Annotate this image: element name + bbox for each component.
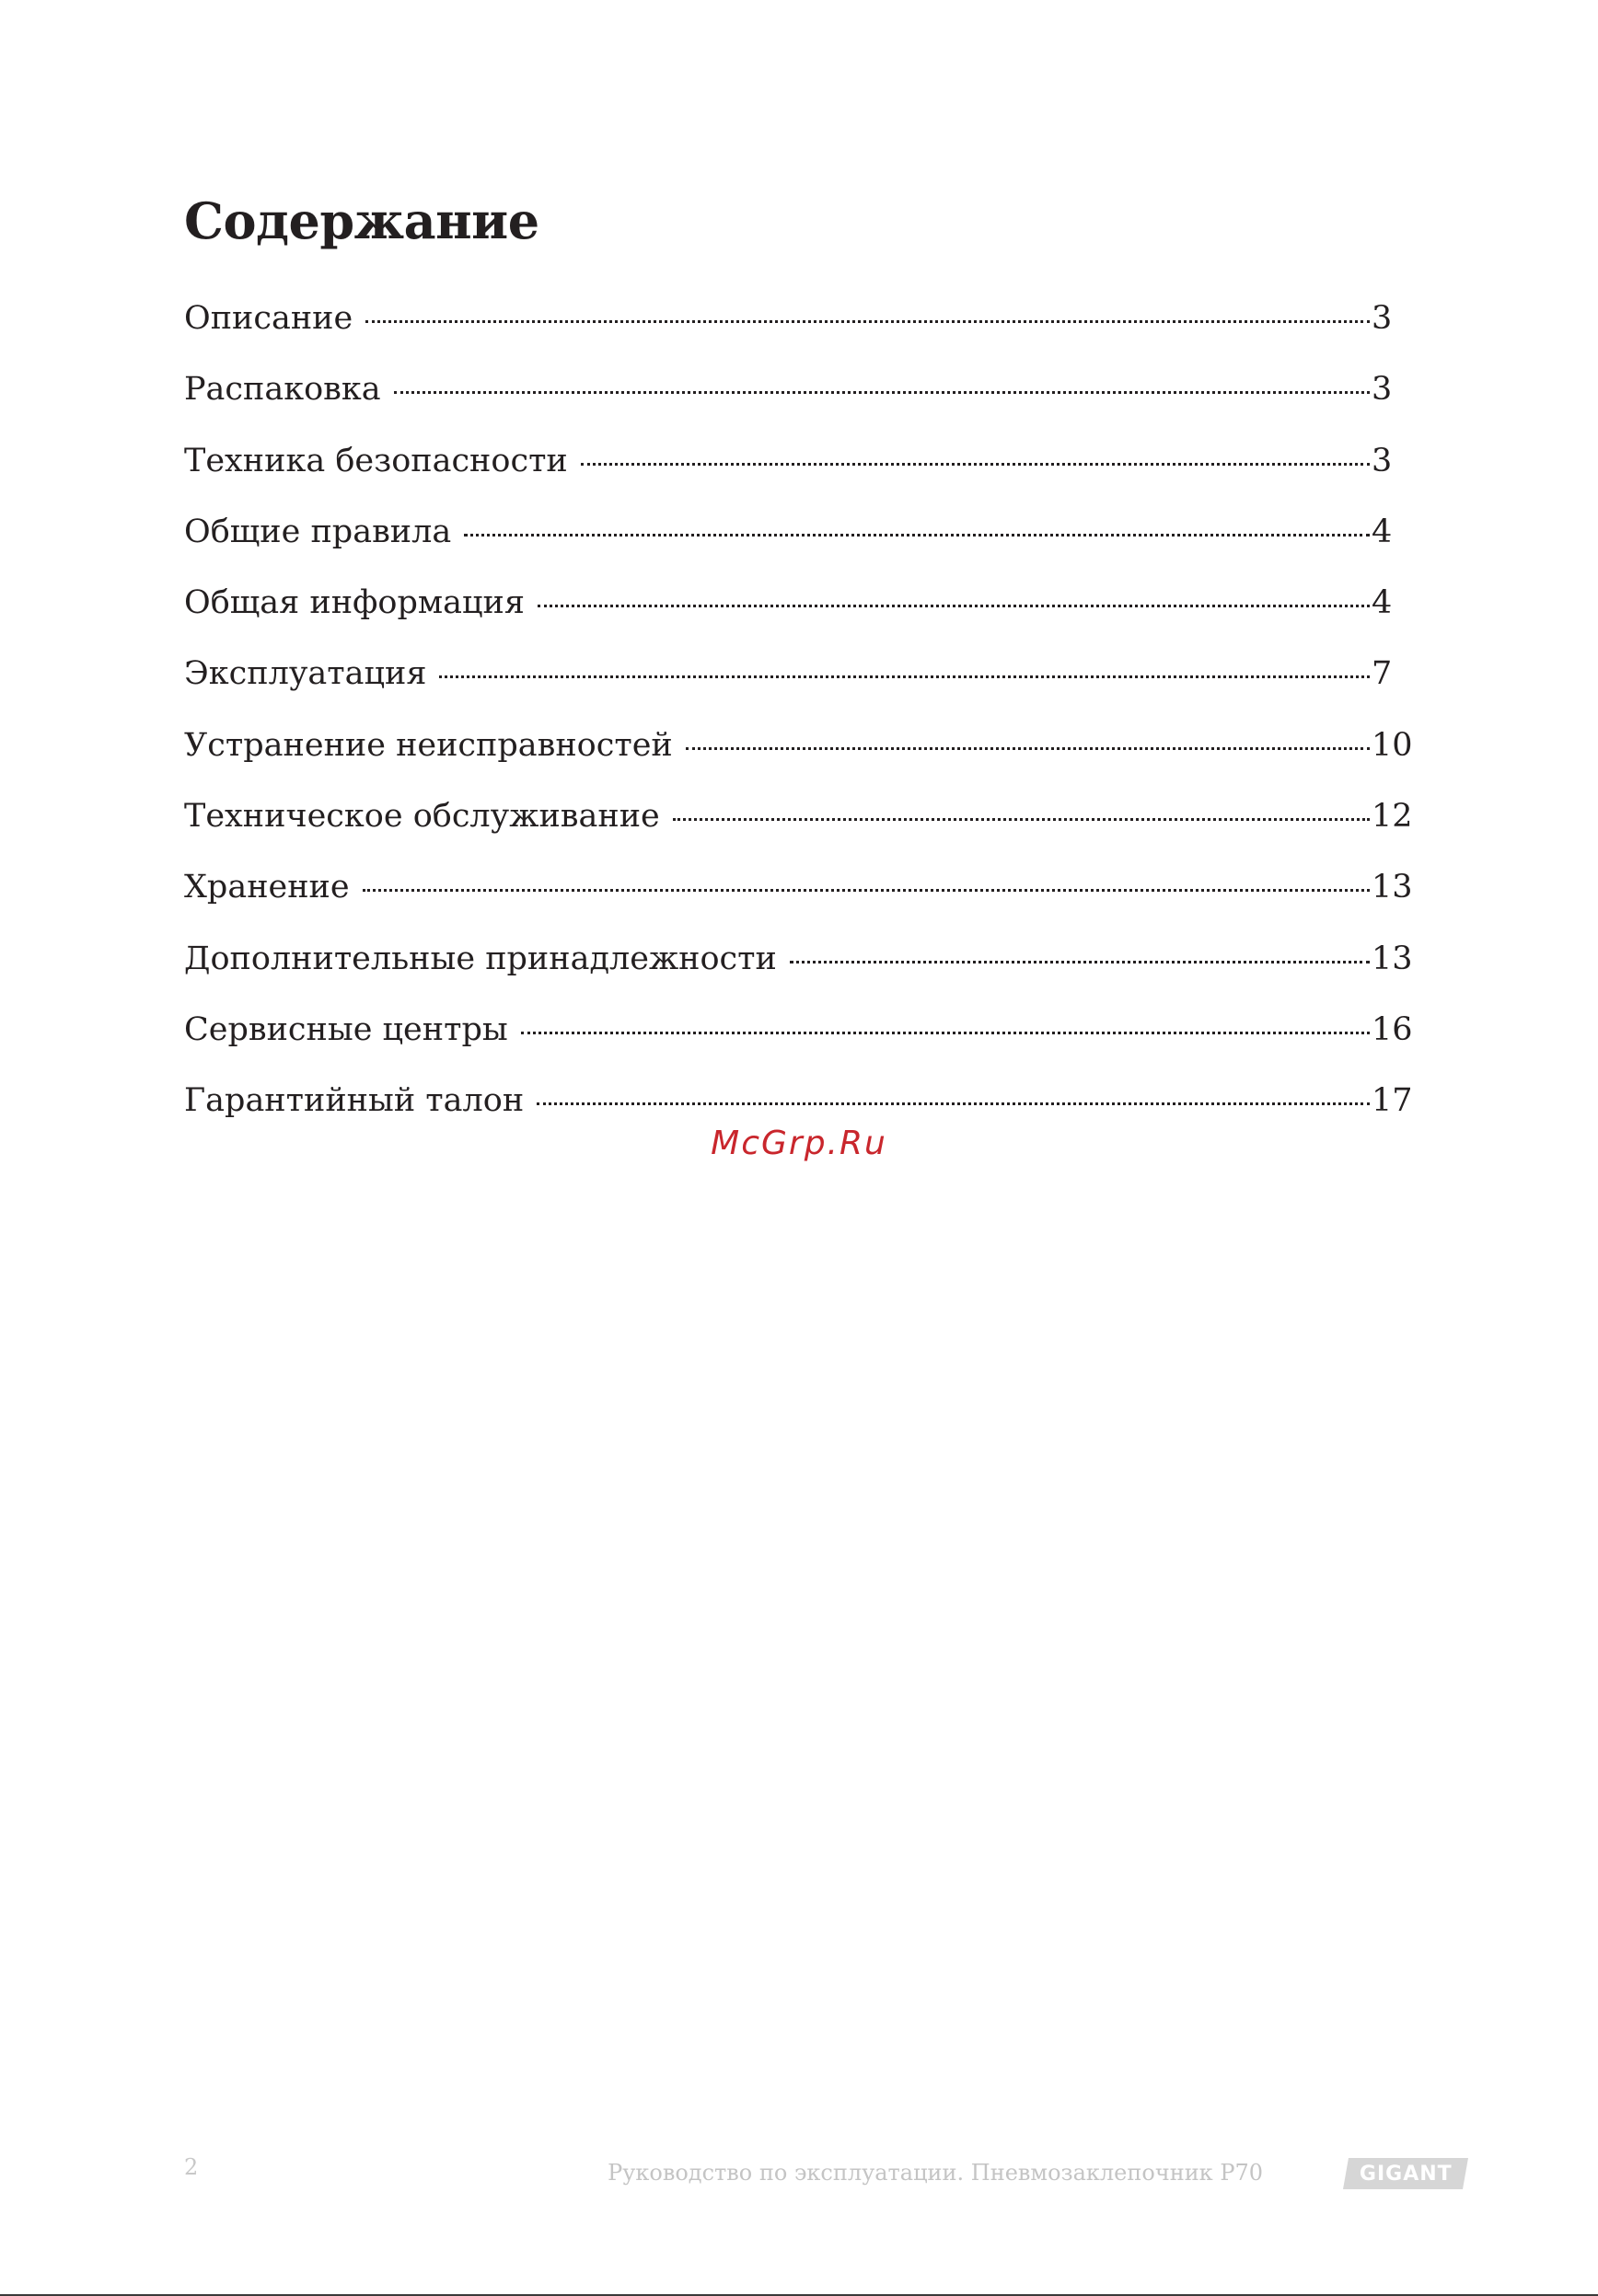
toc-entry-general-rules[interactable]: [184, 511, 1408, 582]
toc-page-number: 3: [1372, 300, 1393, 337]
toc-entry-description[interactable]: [184, 297, 1408, 368]
toc-dot-leader: [464, 534, 1370, 537]
toc-page-number: 3: [1372, 371, 1393, 409]
toc-dot-leader: [363, 889, 1370, 892]
toc-dot-leader: [521, 1032, 1370, 1034]
toc-entry-label: Сервисные центры: [184, 1010, 508, 1048]
toc-entry-label: Общие правила: [184, 513, 452, 550]
toc-entry-label: Распаковка: [184, 371, 381, 409]
toc-page-number: 16: [1372, 1010, 1413, 1048]
toc-entry-label: Описание: [184, 300, 353, 337]
toc-page-number: 4: [1372, 513, 1393, 550]
toc-dot-leader: [538, 605, 1370, 607]
toc-entry-label: Хранение: [184, 869, 350, 906]
toc-entry-unpacking[interactable]: [184, 368, 1408, 439]
toc-page-number: 13: [1372, 869, 1413, 906]
toc-dot-leader: [537, 1102, 1370, 1105]
toc-page-number: 10: [1372, 726, 1413, 764]
toc-entry-troubleshooting[interactable]: [184, 724, 1413, 795]
toc-entry-general-info[interactable]: [184, 582, 1408, 652]
toc-dot-leader: [581, 463, 1370, 466]
toc-page-number: 12: [1372, 798, 1413, 836]
toc-entry-accessories[interactable]: [184, 938, 1413, 1009]
page-title: Содержание: [184, 191, 539, 250]
toc-dot-leader: [439, 675, 1370, 678]
gigant-logo: [1343, 2158, 1468, 2189]
toc-entry-label: Гарантийный талон: [184, 1082, 525, 1120]
toc-entry-label: Общая информация: [184, 584, 525, 622]
watermark-text: McGrp.Ru: [711, 1125, 887, 1162]
toc-entry-label: Устранение неисправностей: [184, 726, 673, 764]
toc-dot-leader: [394, 391, 1370, 394]
toc-entry-maintenance[interactable]: [184, 795, 1413, 866]
toc-dot-leader: [365, 320, 1370, 323]
footer-page-number: 2: [184, 2154, 199, 2180]
toc-entry-service-centers[interactable]: [184, 1009, 1413, 1079]
toc-page-number: 3: [1372, 442, 1393, 479]
gigant-logo-text: GIGANT: [1359, 2162, 1453, 2186]
toc-entry-label: Эксплуатация: [184, 655, 427, 693]
toc-dot-leader: [790, 961, 1370, 963]
toc-dot-leader: [686, 747, 1370, 750]
toc-page-number: 17: [1372, 1082, 1413, 1120]
toc-dot-leader: [673, 818, 1370, 821]
table-of-contents: [184, 297, 1413, 1151]
toc-entry-storage[interactable]: [184, 866, 1413, 937]
toc-entry-label: Дополнительные принадлежности: [184, 940, 777, 977]
toc-entry-operation[interactable]: [184, 652, 1408, 723]
toc-entry-label: Техника безопасности: [184, 442, 568, 479]
toc-page-number: 13: [1372, 940, 1413, 977]
footer-document-title: Руководство по эксплуатации. Пневмозаклепочник P70: [608, 2160, 1263, 2186]
toc-entry-safety[interactable]: [184, 440, 1408, 511]
toc-entry-label: Техническое обслуживание: [184, 798, 660, 836]
toc-page-number: 7: [1372, 655, 1393, 693]
toc-page-number: 4: [1372, 584, 1393, 622]
